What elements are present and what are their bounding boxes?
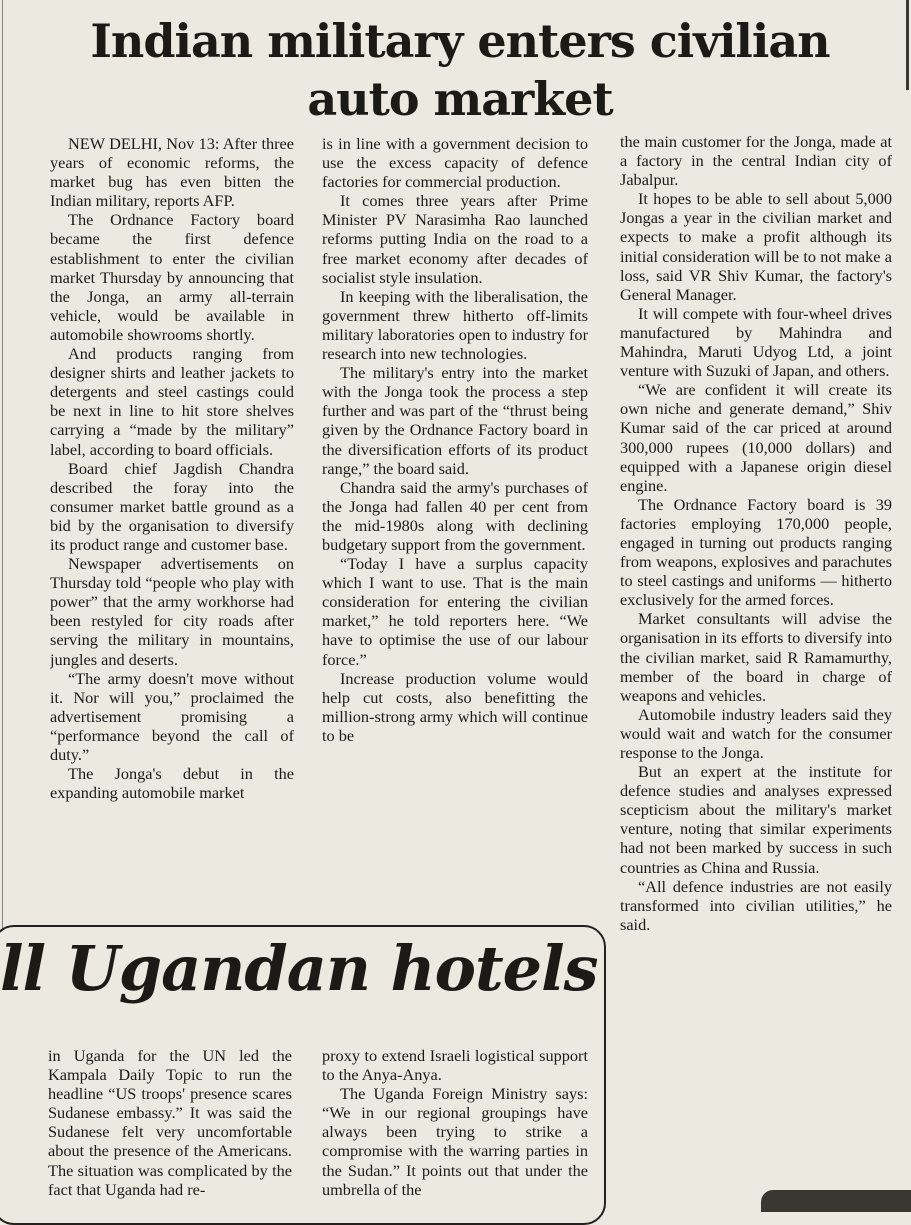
inset-column-1 — [48, 1046, 292, 1212]
paragraph: Automobile industry leaders said they would wait and watch for the consumer response to the Jonga. — [620, 704, 892, 762]
paragraph: In keeping with the liberalisation, the government threw hitherto off-limits military laboratories open to industry for research into new technologies. — [322, 286, 588, 364]
paragraph: Chandra said the army's purchases of the Jonga had fallen 40 per cent from the mid-1980s along with declining budgetary support from the government. — [322, 477, 588, 554]
paragraph: The Jonga's debut in the expanding automobile market — [50, 764, 294, 803]
paragraph: But an expert at the institute for defence studies and analyses expressed scepticism about the military's market venture, noting that similar experiments had not been marked by success in such countries as China and Russia. — [620, 762, 892, 877]
paragraph: NEW DELHI, Nov 13: After three years of economic reforms, the market bug has even bitten the Indian military, reports AFP. — [50, 134, 294, 211]
paragraph: Newspaper advertisements on Thursday told “people who play with power” that the army workhorse had been restyled for city roads after serving the military in mountains, jungles and deserts. — [50, 554, 294, 669]
paragraph: Market consultants will advise the organisation in its efforts to diversify into the civilian market, said R Ramamurthy, member of the board in charge of weapons and vehicles. — [620, 609, 892, 705]
paragraph: “All defence industries are not easily transformed into civilian utilities,” he said. — [620, 876, 892, 934]
paragraph: The Ordnance Factory board is 39 factories employing 170,000 people, engaged in turning out products ranging from weapons, explosives and parachutes to steel castings and uniforms — hitherto exclusively for the armed forces. — [620, 494, 892, 610]
paragraph: It hopes to be able to sell about 5,000 Jongas a year in the civilian market and expects to make a profit although its initial consideration will be to not make a loss, said VR Shiv Kumar, the factory's General Manager. — [620, 189, 892, 304]
paragraph: “We are confident it will create its own niche and generate demand,” Shiv Kumar said of the car priced at around 300,000 rupees (10,000 dollars) and equipped with a Japanese origin diesel engine. — [620, 380, 892, 495]
paragraph: It comes three years after Prime Minister PV Narasimha Rao launched reforms putting India on the road to a free market economy after decades of socialist style insulation. — [322, 191, 588, 287]
article-column-3 — [620, 132, 892, 1208]
paragraph: It will compete with four-wheel drives manufactured by Mahindra and Mahindra, Maruti Udyog Ltd, a joint venture with Suzuki of Japan, and others. — [620, 303, 892, 381]
inset-column-2 — [322, 1046, 588, 1212]
paragraph: The military's entry into the market with the Jonga took the process a step further and was part of the “thrust being given by the Ordnance Factory board in the diversification efforts of its product range,” the board said. — [322, 363, 588, 478]
page-corner-shadow — [761, 1190, 911, 1212]
paragraph: Board chief Jagdish Chandra described the foray into the consumer market battle ground as a bid by the organisation to diversify its product range and customer base. — [50, 458, 294, 554]
article-column-2 — [322, 134, 588, 922]
paragraph: And products ranging from designer shirts and leather jackets to detergents and steel castings could be next in line to hit store shelves carrying a “made by the military” label, according to board officials. — [50, 344, 294, 459]
article-column-1 — [50, 134, 294, 924]
paragraph: proxy to extend Israeli logistical support to the Anya-Anya. — [322, 1046, 588, 1085]
page-edge — [906, 0, 909, 90]
paragraph: in Uganda for the UN led the Kampala Daily Topic to run the headline “US troops' presence scares Sudanese embassy.” It was said the Sudanese felt very uncomfortable about the presence of the Americans. The situation was complicated by the fact that Uganda had re- — [48, 1046, 292, 1199]
column-rule — [2, 0, 3, 930]
paragraph: The Uganda Foreign Ministry says: “We in our regional groupings have always been trying to strike a compromise with the warring parties in the Sudan.” It points out that under the umbrella of the — [322, 1084, 588, 1199]
inset-headline: ll Ugandan hotels — [0, 932, 598, 1005]
paragraph: the main customer for the Jonga, made at a factory in the central Indian city of Jabalpur. — [620, 132, 892, 190]
paragraph: “The army doesn't move without it. Nor will you,” proclaimed the advertisement promising a “performance beyond the call of duty.” — [50, 668, 294, 764]
paragraph: “Today I have a surplus capacity which I want to use. That is the main consideration for entering the civilian market,” he told reporters here. “We have to optimise the use of our labour force.” — [322, 554, 588, 669]
article-headline: Indian military enters civilian auto market — [90, 14, 830, 126]
paragraph: is in line with a government decision to use the excess capacity of defence factories for commercial production. — [322, 134, 588, 192]
paragraph: The Ordnance Factory board became the first defence establishment to enter the civilian market Thursday by announcing that the Jonga, an army all-terrain vehicle, would be available in automobile showrooms shortly. — [50, 210, 294, 344]
paragraph: Increase production volume would help cut costs, also benefitting the million-strong army which will continue to be — [322, 668, 588, 745]
